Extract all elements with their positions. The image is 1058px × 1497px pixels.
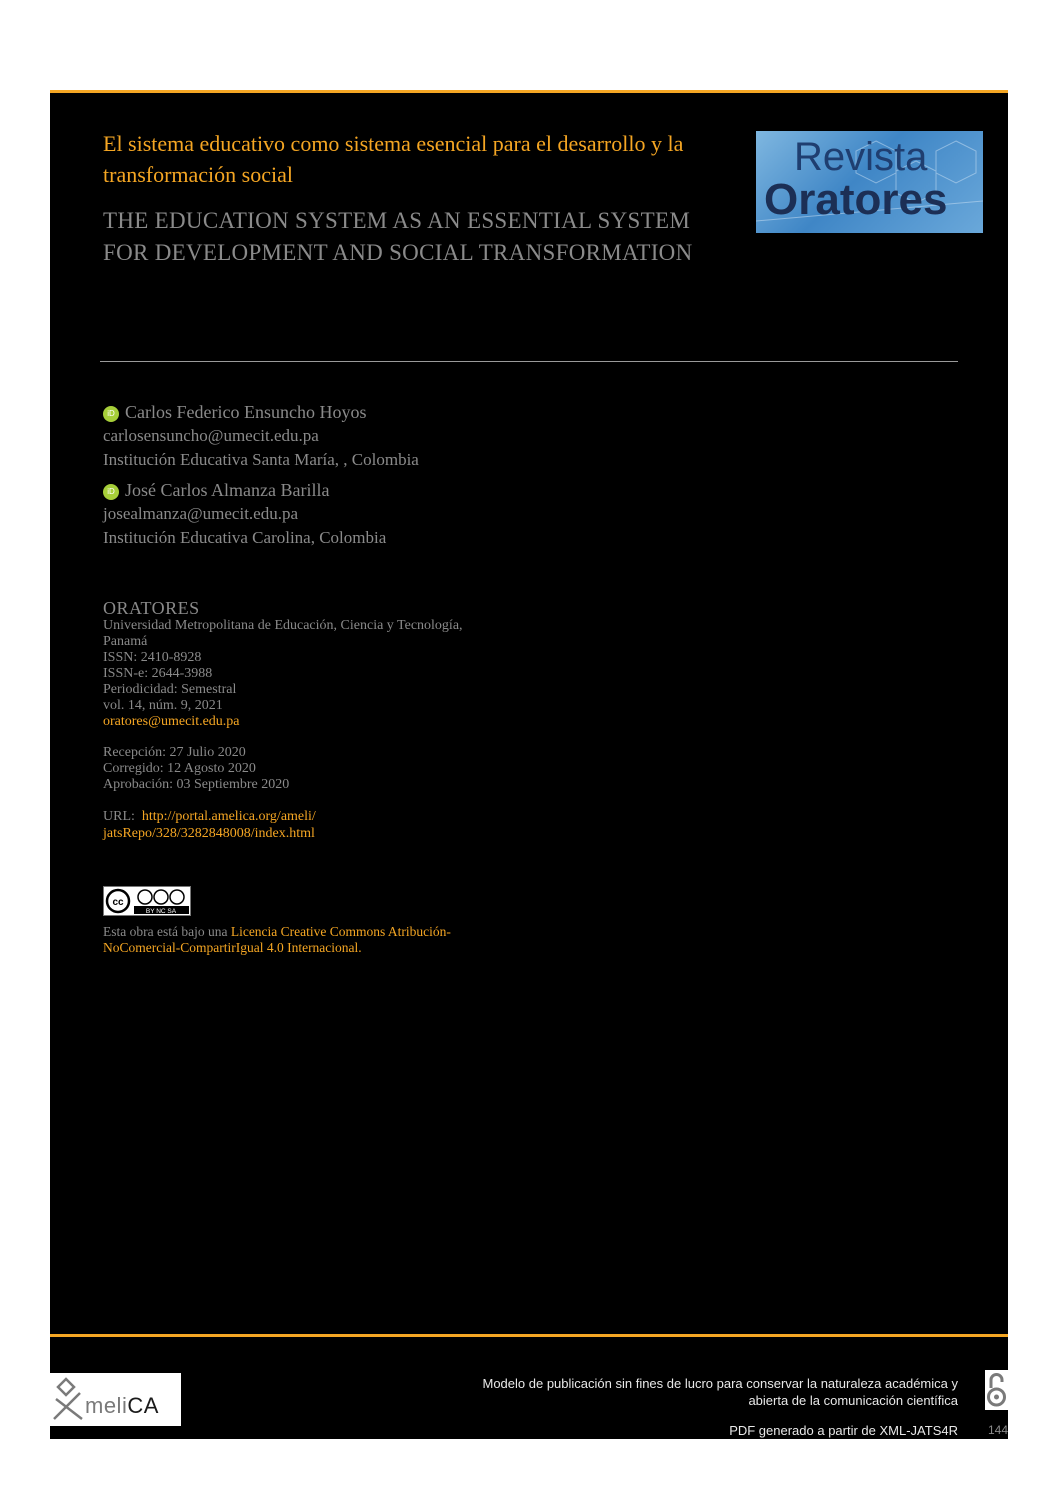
cc-badge-text: BY NC SA [145, 908, 177, 915]
article-url [103, 808, 503, 842]
author-2-name: José Carlos Almanza Barilla [125, 480, 330, 500]
journal-logo [756, 131, 983, 233]
license-statement [103, 924, 523, 956]
footer-tagline [400, 1375, 958, 1409]
logo-word-revista: Revista [794, 135, 928, 179]
svg-text:cc: cc [112, 897, 124, 908]
page-number: 144 [987, 1423, 1008, 1437]
orcid-icon[interactable]: iD [103, 484, 119, 500]
top-accent-rule [50, 90, 1008, 93]
footer-generated-note: PDF generado a partir de XML-JATS4R [729, 1423, 958, 1438]
license-prefix: Esta obra está bajo una [103, 924, 231, 939]
author-1-name-line [103, 400, 703, 424]
journal-publisher: Universidad Metropolitana de Educación, Ciencia y Tecnología, [103, 618, 463, 633]
amelica-wordmark: meliCA [85, 1393, 159, 1418]
author-1-email[interactable]: carlosensuncho@umecit.edu.pa [103, 426, 319, 445]
journal-issn: ISSN: 2410-8928 [103, 650, 202, 665]
authors-block [103, 400, 703, 550]
cc-by-nc-sa-icon [104, 887, 190, 915]
journal-email-link[interactable]: oratores@umecit.edu.pa [103, 714, 240, 729]
amelica-logo[interactable] [50, 1373, 181, 1426]
date-corrected: Corregido: 12 Agosto 2020 [103, 761, 256, 776]
journal-issn-e: ISSN-e: 2644-3988 [103, 666, 213, 681]
orcid-icon[interactable]: iD [103, 406, 119, 422]
author-2-affiliation: Institución Educativa Carolina, Colombia [103, 528, 387, 547]
license-link-line1[interactable]: Licencia Creative Commons Atribución- [230, 924, 451, 939]
journal-volume: vol. 14, núm. 9, 2021 [103, 698, 223, 713]
amelica-figure-icon [50, 1373, 90, 1426]
author-1-affiliation: Institución Educativa Santa María, , Colombia [103, 450, 419, 469]
header-divider [100, 361, 958, 362]
url-label: URL: [103, 809, 135, 824]
date-received: Recepción: 27 Julio 2020 [103, 745, 246, 760]
journal-country: Panamá [103, 634, 148, 649]
author-2-name-line [103, 478, 703, 502]
title-english: THE EDUCATION SYSTEM AS AN ESSENTIAL SYSTEM FOR DEVELOPMENT AND SOCIAL TRANSFORMATION [103, 208, 693, 265]
author-2-email[interactable]: josealmanza@umecit.edu.pa [103, 504, 299, 523]
date-approved: Aprobación: 03 Septiembre 2020 [103, 777, 290, 792]
journal-info [103, 598, 523, 730]
license-link-line2[interactable]: NoComercial-CompartirIgual 4.0 Internacional. [103, 940, 362, 955]
author-1-name: Carlos Federico Ensuncho Hoyos [125, 402, 367, 422]
journal-periodicity: Periodicidad: Semestral [103, 682, 237, 697]
title-spanish: El sistema educativo como sistema esencial para el desarrollo y la transformación social [103, 131, 684, 187]
url-link-line2[interactable]: jatsRepo/328/3282848008/index.html [103, 826, 315, 841]
footer-tagline-line2: abierta de la comunicación científica [748, 1393, 958, 1408]
journal-name: ORATORES [103, 598, 200, 618]
article-dates [103, 745, 289, 793]
open-access-icon [985, 1370, 1008, 1410]
creative-commons-badge[interactable] [103, 886, 191, 916]
bottom-accent-rule [50, 1334, 1008, 1337]
footer-tagline-line1: Modelo de publicación sin fines de lucro para conservar la naturaleza académica y [482, 1376, 958, 1391]
url-link-line1[interactable]: http://portal.amelica.org/ameli/ [141, 809, 316, 824]
logo-word-oratores: Oratores [764, 175, 948, 224]
